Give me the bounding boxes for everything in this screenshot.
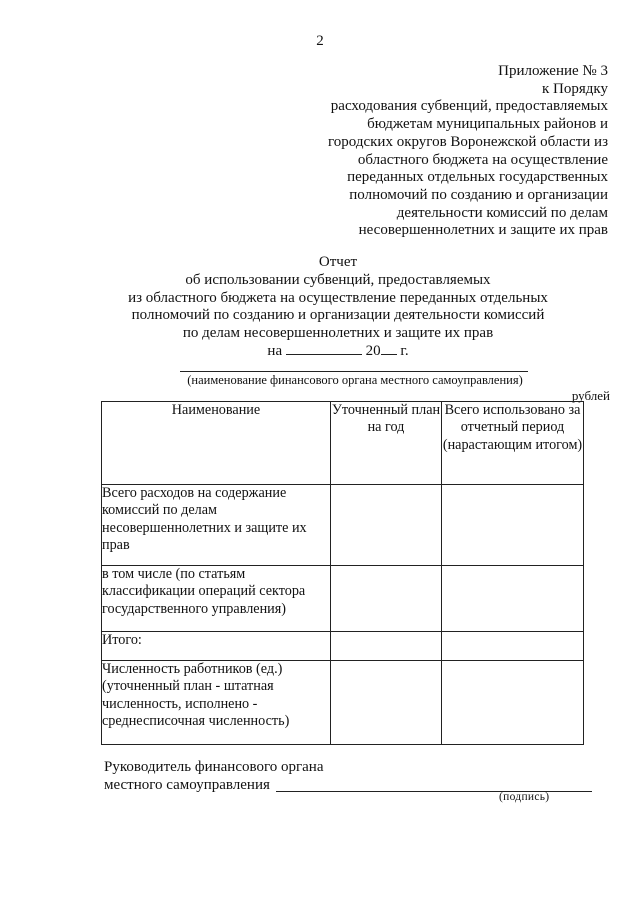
header-plan: Уточненный план на год bbox=[331, 402, 442, 485]
year-blank-field[interactable] bbox=[381, 354, 397, 355]
row-plan-cell[interactable] bbox=[331, 485, 442, 566]
report-title bbox=[0, 254, 640, 361]
report-date-line bbox=[0, 343, 640, 361]
signature-title-line1: Руководитель финансового органа bbox=[104, 759, 324, 775]
signature-title-line2: местного самоуправления bbox=[104, 777, 270, 793]
title-line: из областного бюджета на осуществление переданных отдельных bbox=[128, 289, 548, 306]
title-line: Отчет bbox=[318, 254, 358, 270]
table-row bbox=[102, 632, 584, 661]
appendix-line: городских округов Воронежской области из bbox=[328, 133, 608, 150]
row-name: Всего расходов на содержание комиссий по делам несовершеннолетних и защите их прав bbox=[102, 485, 331, 566]
report-table bbox=[101, 401, 584, 745]
date-blank-field[interactable] bbox=[286, 354, 362, 355]
page-number: 2 bbox=[316, 33, 324, 49]
row-plan-cell[interactable] bbox=[331, 566, 442, 632]
date-prefix: на bbox=[267, 342, 283, 359]
appendix-line: к Порядку bbox=[542, 80, 608, 97]
appendix-line: бюджетам муниципальных районов и bbox=[367, 116, 608, 133]
title-line: по делам несовершеннолетних и защите их прав bbox=[182, 325, 494, 342]
signature-caption: (подпись) bbox=[499, 791, 550, 803]
appendix-header bbox=[328, 63, 608, 240]
appendix-line: Приложение № 3 bbox=[498, 63, 608, 79]
header-name: Наименование bbox=[102, 402, 331, 485]
row-used-cell[interactable] bbox=[442, 566, 584, 632]
appendix-line: переданных отдельных государственных bbox=[347, 169, 608, 186]
row-used-cell[interactable] bbox=[442, 661, 584, 745]
title-line: об использовании субвенций, предоставляемых bbox=[185, 271, 491, 288]
appendix-line: деятельности комиссий по делам bbox=[396, 204, 608, 221]
org-name-field[interactable] bbox=[180, 371, 528, 372]
appendix-line: областного бюджета на осуществление bbox=[357, 151, 608, 168]
org-caption: (наименование финансового органа местного самоуправления) bbox=[187, 373, 523, 387]
table-row bbox=[102, 566, 584, 632]
header-used: Всего использовано за отчетный период (нарастающим итогом) bbox=[442, 402, 584, 485]
appendix-line: несовершеннолетних и защите их прав bbox=[358, 222, 608, 239]
appendix-line: полномочий по созданию и организации bbox=[349, 186, 608, 203]
table-row bbox=[102, 661, 584, 745]
units-label: рублей bbox=[571, 388, 610, 403]
table-header-row bbox=[102, 402, 584, 485]
appendix-line: расходования субвенций, предоставляемых bbox=[330, 98, 608, 115]
row-plan-cell[interactable] bbox=[331, 632, 442, 661]
date-suffix: г. bbox=[400, 342, 409, 359]
title-line: полномочий по созданию и организации деятельности комиссий bbox=[131, 307, 545, 324]
row-name: Численность работников (ед.) (уточненный план - штатная численность, исполнено - среднесписочная численность) bbox=[102, 661, 331, 745]
date-year: 20 bbox=[365, 342, 381, 359]
row-used-cell[interactable] bbox=[442, 632, 584, 661]
row-plan-cell[interactable] bbox=[331, 661, 442, 745]
row-name: в том числе (по статьям классификации операций сектора государственного управления) bbox=[102, 566, 331, 632]
row-used-cell[interactable] bbox=[442, 485, 584, 566]
row-name: Итого: bbox=[102, 632, 331, 661]
table-row bbox=[102, 485, 584, 566]
